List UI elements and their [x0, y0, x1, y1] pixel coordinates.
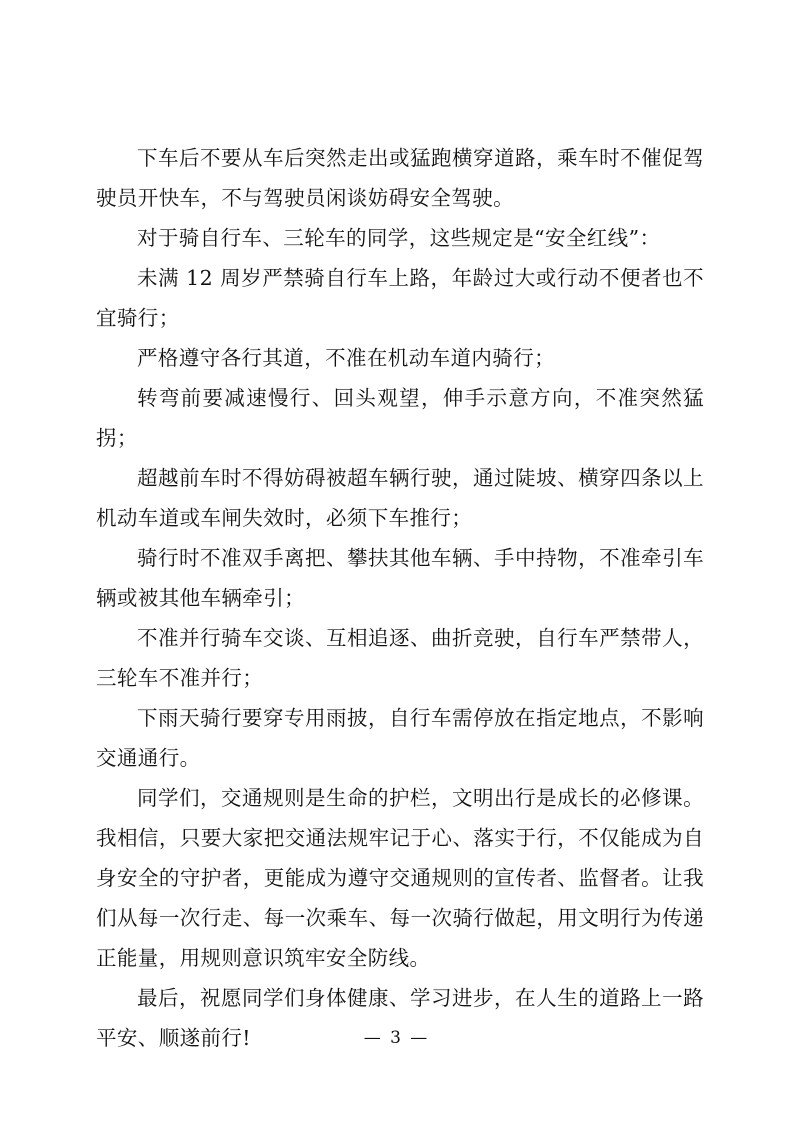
paragraph: 最后，祝愿同学们身体健康、学习进步，在人生的道路上一路平安、顺遂前行! [96, 986, 704, 1050]
document-body [96, 138, 704, 1058]
paragraph: 严格遵守各行其道，不准在机动车道内骑行； [137, 346, 555, 370]
page-number: — 3 — [363, 1028, 430, 1048]
paragraph: 超越前车时不得妨碍被超车辆行驶，通过陡坡、横穿四条以上机动车道或车闸失效时，必须下车推行； [96, 466, 704, 530]
paragraph: 转弯前要减速慢行、回头观望，伸手示意方向，不准突然猛拐； [96, 386, 704, 450]
paragraph: 不准并行骑车交谈、互相追逐、曲折竞驶，自行车严禁带人，三轮车不准并行； [96, 626, 704, 690]
paragraph: 下车后不要从车后突然走出或猛跑横穿道路，乘车时不催促驾驶员开快车，不与驾驶员闲谈妨碍安全驾驶。 [96, 146, 704, 210]
paragraph: 骑行时不准双手离把、攀扶其他车辆、手中持物，不准牵引车辆或被其他车辆牵引； [96, 546, 704, 610]
paragraph: 下雨天骑行要穿专用雨披，自行车需停放在指定地点，不影响交通通行。 [96, 706, 704, 770]
paragraph: 未满 12 周岁严禁骑自行车上路，年龄过大或行动不便者也不宜骑行； [96, 266, 704, 330]
paragraph: 对于骑自行车、三轮车的同学，这些规定是“安全红线”： [137, 226, 661, 250]
paragraph: 同学们，交通规则是生命的护栏，文明出行是成长的必修课。我相信，只要大家把交通法规牢记于心、落实于行，不仅能成为自身安全的守护者，更能成为遵守交通规则的宣传者、监督者。让我们从每一次行走、每一次乘车、每一次骑行做起，用文明行为传递正能量，用规则意识筑牢安全防线。 [96, 786, 704, 970]
